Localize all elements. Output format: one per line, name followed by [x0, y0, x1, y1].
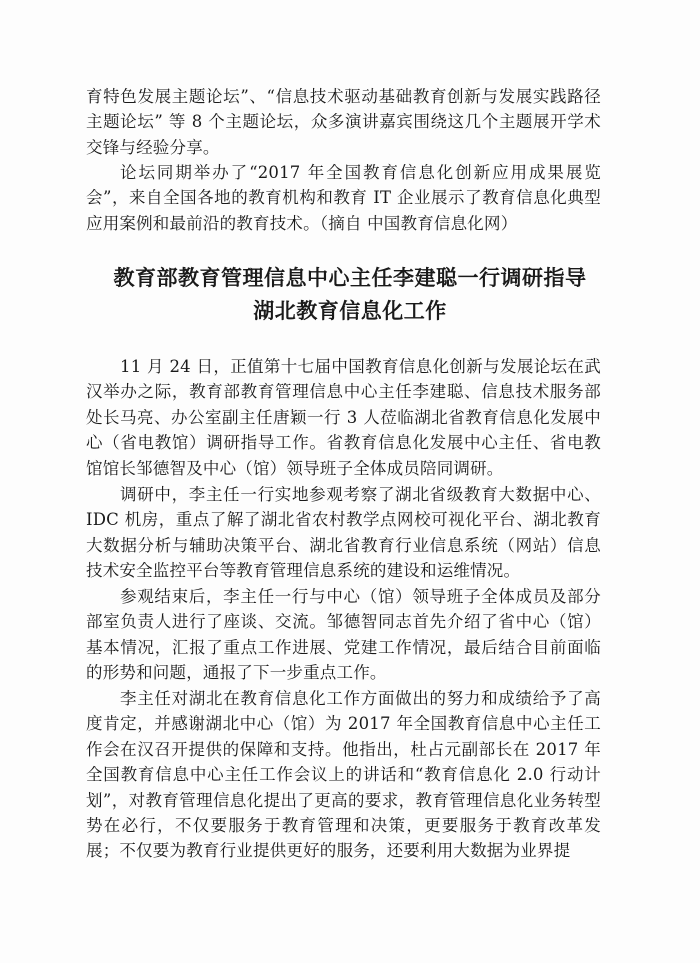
- article-title-line-1: 教育部教育管理信息中心主任李建聪一行调研指导: [113, 266, 587, 290]
- article-title: [60, 262, 640, 328]
- article-paragraph-3: 参观结束后，李主任一行与中心（馆）领导班子全体成员及部分部室负责人进行了座谈、交流。邹德智同志首先介绍了省中心（馆）基本情况，汇报了重点工作进展、党建工作情况，最后结合目前面临的形势和问题，通报了下一步重点工作。: [86, 587, 601, 683]
- continuation-paragraph-2: 论坛同期举办了“2017 年全国教育信息化创新应用成果展览会”，来自全国各地的教育机构和教育 IT 企业展示了教育信息化典型应用案例和最前沿的教育技术。（摘自 中国教育信息化网）: [86, 163, 601, 233]
- article-title-line-2: 湖北教育信息化工作: [253, 299, 447, 323]
- article-paragraph-2: 调研中，李主任一行实地参观考察了湖北省级教育大数据中心、IDC 机房，重点了解了湖北省农村教学点网校可视化平台、湖北教育大数据分析与辅助决策平台、湖北省教育行业信息系统（网站）信息技术安全监控平台等教育管理信息系统的建设和运维情况。: [86, 485, 601, 581]
- continuation-paragraph-1: 育特色发展主题论坛”、“信息技术驱动基础教育创新与发展实践路径主题论坛” 等 8 个主题论坛，众多演讲嘉宾围绕这几个主题展开学术交锋与经验分享。: [86, 87, 601, 157]
- article-paragraph-1: 11 月 24 日，正值第十七届中国教育信息化创新与发展论坛在武汉举办之际，教育部教育管理信息中心主任李建聪、信息技术服务部处长马亮、办公室副主任唐颖一行 3 人莅临湖北省教育信息化发展中心（省电教馆）调研指导工作。省教育信息化发展中心主任、省电教馆馆长邹德智及中心（馆）领导班子全体成员陪同调研。: [86, 357, 601, 478]
- article-paragraph-4: 李主任对湖北在教育信息化工作方面做出的努力和成绩给予了高度肯定，并感谢湖北中心（馆）为 2017 年全国教育信息中心主任工作会在汉召开提供的保障和支持。他指出，杜占元副部长在 2017 年全国教育信息中心主任工作会议上的讲话和“教育信息化 2.0 行动计划”，对教育管理信息化提出了更高的要求，教育管理信息化业务转型势在必行，不仅要服务于教育管理和决策，更要服务于教育改革发展；不仅要为教育行业提供更好的服务，还要利用大数据为业界提: [86, 689, 601, 861]
